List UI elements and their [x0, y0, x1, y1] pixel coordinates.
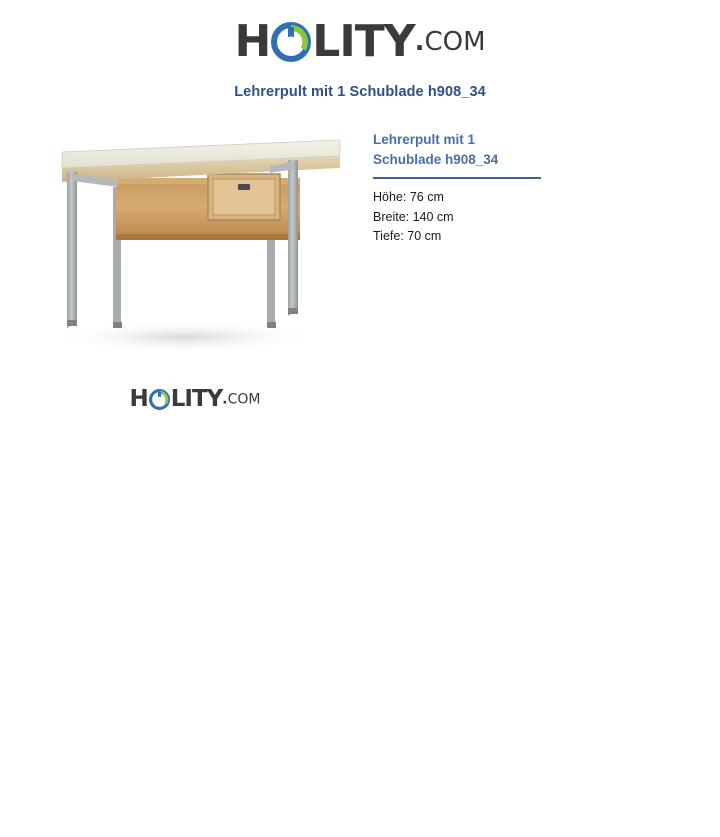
footer-logo-area [0, 388, 390, 411]
product-image [20, 132, 350, 362]
page-title: Lehrerpult mit 1 Schublade h908_34 [234, 84, 486, 100]
product-specs [373, 188, 673, 246]
footer-logo-text-com: COM [227, 391, 261, 408]
spec-width: Breite: 140 cm [373, 209, 454, 224]
circular-o-logo-icon-footer [149, 389, 170, 410]
spec-height: Höhe: 76 cm [373, 190, 444, 205]
product-name: Lehrerpult mit 1 Schublade h908_34 [373, 132, 499, 167]
logo-text-h: H [234, 16, 271, 67]
circular-o-logo-icon [271, 22, 311, 62]
logo-text-com: COM [424, 27, 486, 57]
logo-text-lity: LITY [312, 16, 415, 67]
holity-logo[interactable] [234, 16, 486, 67]
footer-logo-text-lity: LITY [170, 386, 223, 412]
logo-dot: . [414, 27, 425, 57]
footer-logo-dot: . [222, 391, 228, 408]
divider [373, 177, 541, 179]
site-header [0, 0, 720, 67]
footer-logo-text-h: H [129, 386, 148, 412]
spec-depth: Tiefe: 70 cm [373, 228, 442, 243]
holity-logo-footer[interactable] [129, 388, 260, 411]
product-info-panel [373, 130, 673, 246]
main-content [0, 122, 720, 362]
